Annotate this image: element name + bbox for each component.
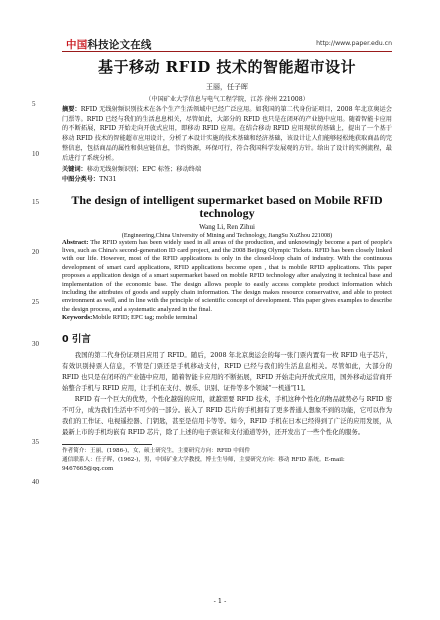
keywords-en (62, 314, 392, 322)
clc-label: 中图分类号： (62, 175, 100, 183)
paper-body (62, 54, 392, 473)
keywords-cn (62, 165, 392, 175)
site-logo[interactable] (66, 37, 152, 52)
clc-number (62, 175, 392, 185)
authors-cn: 王丽，任子晖 (206, 83, 248, 91)
line-number: 15 (32, 198, 39, 206)
line-number: 10 (32, 150, 39, 158)
abstract-cn-label: 摘要： (62, 106, 81, 113)
logo-red-text: 中国 (66, 39, 88, 51)
authors-en: Wang Li, Ren Zihui (199, 222, 255, 231)
keywords-cn-label: 关键词： (62, 166, 87, 174)
line-number: 20 (32, 248, 39, 256)
abstract-cn (62, 105, 392, 163)
abstract-cn-text: RFID 无线射频识别技术在各个生产生活领域中已经广泛应用。如我国的第二代身份证项目，2008 年北京奥运会门票等。RFID 已经与我们的生活息息相关，尽管如此，大部分的 RFID 也只是在闭环的产业链中应用。随着智能卡应用的不断拓展，RFID 开始走向开放式应用，即移动 RFID 应用。在结合移动 RFID 应用现状的基础上，提出了一个基于移动 RFID 技术的智能超市应用设计，分析了本设计实施的技术基础和经济基础，该设计让人们能够轻松地获取商品的完整信息，包括商品的属性和供应链信息，节约资源，环保可行，符合我国科学发展观的方针。给出了设计的实例流程，最后进行了系统分析。 (62, 106, 392, 162)
affiliation-cn: （中国矿业大学信息与电气工程学院，江苏 徐州 221008） (145, 96, 309, 103)
line-number: 30 (32, 340, 39, 348)
body-paragraph: 我国的第二代身份证项目应用了 RFID。随后，2008 年北京奥运会的每一张门票内置有一枚 RFID 电子芯片，有效识别持票人信息，不管是门票还是手机移动支付，RFID 已经与我们的生活息息相关。尽管如此，大部分的 RFID 也只是在闭环的产业链中应用，随着智能卡应用的不断拓展，RFID 开始走向开放式应用，国外移动运营商开始整合手机与 RFID 应用，让手机在支付、娱乐、识别、证件等多个领域“一机通”[1]。 (62, 350, 392, 392)
section-heading: 0 引言 (62, 333, 91, 345)
site-url-link[interactable]: http://www.paper.edu.cn (316, 40, 392, 47)
paper-title-cn: 基于移动 RFID 技术的智能超市设计 (97, 58, 357, 76)
affiliation-en: (Engineering,China University of Mining and Technology, JiangSu XuZhou 221008) (121, 231, 333, 239)
page-header (0, 0, 440, 52)
keywords-cn-text: 移动无线射频识别；EPC 标签；移动终端 (86, 166, 202, 174)
keywords-en-label: Keywords: (62, 314, 93, 322)
footnote-author: 作者简介：王丽，(1986-)，女，硕士研究生，主要研究方向：RFID 中间件 (62, 448, 251, 455)
abstract-en-label: Abstract: (62, 238, 89, 246)
footnote-contact: 通信联系人：任子晖，(1962-)，男，中国矿业大学教授，博士生导师，主要研究方向：移动 RFID 系统。E-mail: 9467665@qq.com (62, 457, 345, 472)
line-number: 35 (32, 438, 39, 446)
body-paragraph: RFID 有一个巨大的优势，个性化越强的应用，就越需要 RFID 技术，手机这种个性化的物品就势必与 RFID 密不可分，成为我们生活中不可少的一部分。嵌入了 RFID 芯片的手机拥有了更多普通人想象不到的功能，它可以作为我们的工作证、电视遥控器、门钥匙，甚至是信用卡等等。如今，RFID 手机在日本已经得到了广泛的应用发展，从最新上市的手机均嵌有 RFID 芯片，除了上述的电子票证和支付通道等外，还开发出了一些个性化的服务。 (62, 394, 392, 436)
line-number: 25 (32, 298, 39, 306)
logo-black-text: 科技论文在线 (87, 39, 152, 51)
abstract-en-text: The RFID system has been widely used in all areas of the production, and unknowingly become a part of people's lives, such as China's second-generation ID card project, and the 2008 Beijing Olympic Tickets. RFID has been closely linked with our life. However, most of the RFID applications is only in the closed-loop chain of industry. With the continuous development of smart card applications, RFID applications become open , that is mobile RFID applications. This paper proposes a application design of a smart supermarket based on mobile RFID technology after analyzing it technical base and implementation of the economic base. The design allows people to easily access complete product information which including the attributes of goods and supply chain information. The design makes resource conservative, and able to protect environment as well, and in line with the principle of scientific concept of development. This paper gives examples to describe the design process, and a systematic analyzed in the final. (62, 238, 392, 313)
footnote-rule (62, 444, 152, 445)
abstract-en (62, 239, 392, 315)
keywords-en-text: Mobile RFID; EPC tag; mobile terminal (92, 314, 198, 322)
header-rule (62, 51, 392, 52)
line-number: 40 (32, 478, 39, 486)
line-number: 5 (32, 100, 36, 108)
page-number: - 1 - (213, 597, 227, 605)
paper-title-en: The design of intelligent supermarket based on Mobile RFID technology (71, 192, 383, 221)
clc-text: TN31 (99, 175, 117, 183)
